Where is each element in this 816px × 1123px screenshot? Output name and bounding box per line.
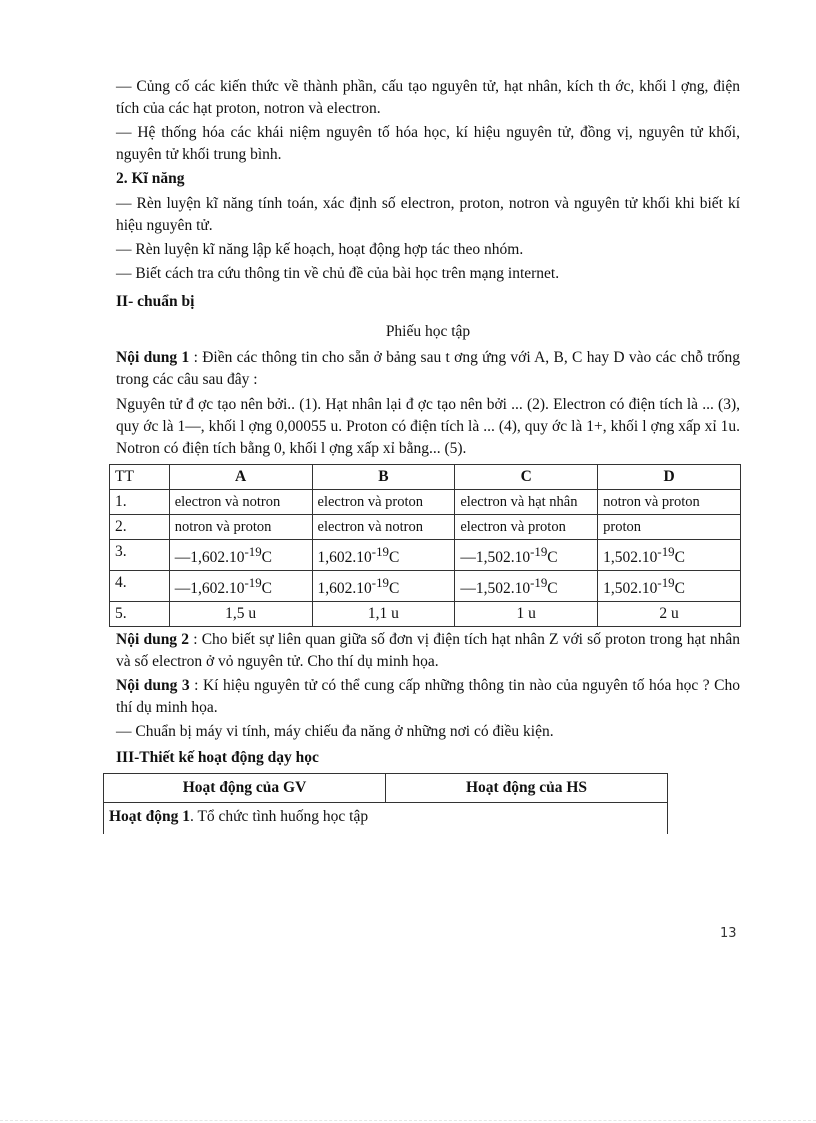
header-b: B — [312, 465, 455, 490]
activity-table — [103, 773, 668, 834]
worksheet-title: Phiếu học tập — [385, 323, 471, 340]
col-hs: Hoạt động của HS — [386, 774, 668, 803]
row-3-d: $1,502.10^{-19}C$ — [598, 540, 741, 571]
table-row — [110, 490, 741, 515]
header-d: D — [598, 465, 741, 490]
activity-1 — [104, 803, 668, 835]
content-1 — [116, 347, 740, 391]
row-1-tt: 1. — [110, 490, 170, 515]
content-1-text: : Điền các thông tin cho sẵn ở bảng sau t ơng ứng với A, B, C hay D vào các chỗ trống trong các câu sau đây : — [116, 349, 740, 388]
options-table — [109, 464, 741, 627]
row-3-b: $1,602.10^{-19}C$ — [312, 540, 455, 571]
skill-item-2: — Rèn luyện kĩ năng lập kế hoạch, hoạt động hợp tác theo nhóm. — [116, 241, 524, 258]
row-1-d: notron và proton — [598, 490, 741, 515]
activity-header-row — [104, 774, 668, 803]
equipment-note: — Chuẩn bị máy vi tính, máy chiếu đa năng ở những nơi có điều kiện. — [116, 723, 554, 741]
row-2-d: proton — [598, 515, 741, 540]
row-3-c: $—1,502.10^{-19}C$ — [455, 540, 598, 571]
activity-1-label: Hoạt động 1 — [109, 808, 190, 826]
row-2-b: electron và notron — [312, 515, 455, 540]
content-2-label: Nội dung 2 — [116, 631, 190, 649]
page-number: 13 — [720, 926, 737, 941]
row-5-c: 1 u — [455, 602, 598, 627]
content-3-label: Nội dung 3 — [116, 677, 190, 695]
content-3 — [116, 675, 740, 719]
row-5-d: 2 u — [598, 602, 741, 627]
fill-blank-paragraph: Nguyên tử đ ợc tạo nên bởi.. (1). Hạt nhân lại đ ợc tạo nên bởi ... (2). Electron có điện tích là ... (3), quy ớc là 1—, khối l ợng 0,00055 u. Proton có điện tích là ... (4), quy ớc là 1+, khối l ợng xấp xỉ 1u. Notron có điện tích bằng 0, khối l ợng xấp xỉ bằng... (5). — [116, 396, 740, 457]
skills-heading: 2. Kĩ năng — [116, 170, 185, 187]
table-row — [110, 602, 741, 627]
table-row — [110, 515, 741, 540]
page-bottom-divider — [0, 1120, 816, 1121]
table-row — [110, 571, 741, 602]
header-c: C — [455, 465, 598, 490]
row-3-a: $—1,602.10^{-19}C$ — [169, 540, 312, 571]
header-a: A — [169, 465, 312, 490]
row-1-a: electron và notron — [169, 490, 312, 515]
row-5-a: 1,5 u — [169, 602, 312, 627]
row-5-tt: 5. — [110, 602, 170, 627]
intro-item-1: — Củng cố các kiến thức về thành phần, cấu tạo nguyên tử, hạt nhân, kích th ớc, khối l ợng, điện tích của các hạt proton, notron và electron. — [116, 78, 740, 117]
skill-item-1: — Rèn luyện kĩ năng tính toán, xác định số electron, proton, notron và nguyên tử khối khi biết kí hiệu nguyên tử. — [116, 195, 740, 234]
row-4-d: $1,502.10^{-19}C$ — [598, 571, 741, 602]
row-2-tt: 2. — [110, 515, 170, 540]
row-3-tt: 3. — [110, 540, 170, 571]
row-4-tt: 4. — [110, 571, 170, 602]
row-4-c: $—1,502.10^{-19}C$ — [455, 571, 598, 602]
content-2-text: : Cho biết sự liên quan giữa số đơn vị điện tích hạt nhân Z với số proton trong hạt nhân và số electron ở vỏ nguyên tử. Cho thí dụ minh họa. — [116, 631, 740, 671]
table-row — [110, 540, 741, 571]
row-1-c: electron và hạt nhân — [455, 490, 598, 515]
skill-item-3: — Biết cách tra cứu thông tin về chủ đề của bài học trên mạng internet. — [116, 265, 560, 282]
header-tt: TT — [110, 465, 170, 490]
activity-row — [104, 803, 668, 835]
content-1-label: Nội dung 1 — [116, 349, 190, 366]
row-2-a: notron và proton — [169, 515, 312, 540]
document-page — [109, 76, 740, 834]
design-heading: III-Thiết kế hoạt động dạy học — [116, 749, 319, 767]
row-2-c: electron và proton — [455, 515, 598, 540]
content-2 — [116, 629, 740, 673]
row-5-b: 1,1 u — [312, 602, 455, 627]
row-1-b: electron và proton — [312, 490, 455, 515]
col-gv: Hoạt động của GV — [104, 774, 386, 803]
row-4-b: $1,602.10^{-19}C$ — [312, 571, 455, 602]
content-3-text: : Kí hiệu nguyên tử có thể cung cấp những thông tin nào của nguyên tố hóa học ? Cho thí dụ minh họa. — [116, 677, 740, 717]
prep-heading: II- chuẩn bị — [116, 293, 195, 310]
options-header-row — [110, 465, 741, 490]
row-4-a: $—1,602.10^{-19}C$ — [169, 571, 312, 602]
intro-item-2: — Hệ thống hóa các khái niệm nguyên tố hóa học, kí hiệu nguyên tử, đồng vị, nguyên tử khối, nguyên tử khối trung bình. — [116, 124, 740, 163]
activity-1-text: . Tổ chức tình huống học tập — [189, 808, 369, 826]
